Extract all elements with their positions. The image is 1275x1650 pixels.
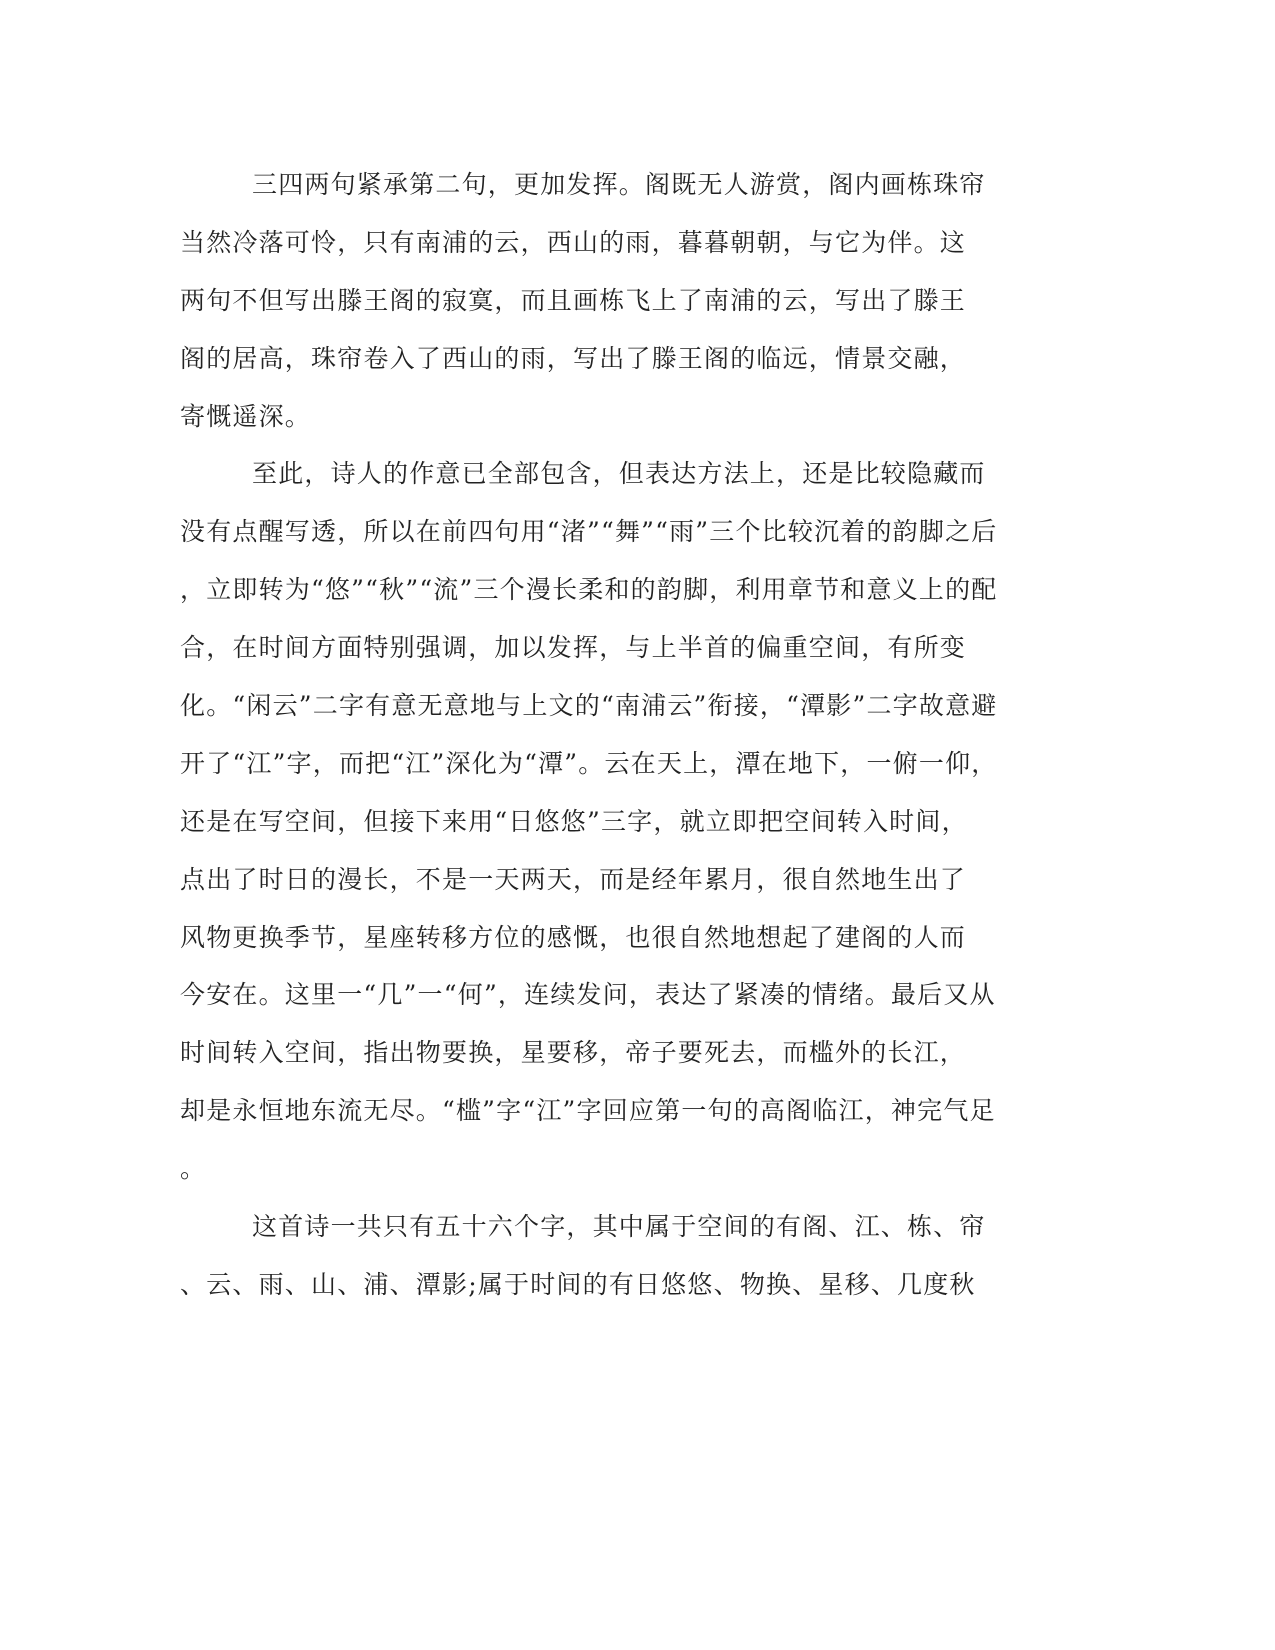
text-line: ，立即转为“悠”“秋”“流”三个漫长柔和的韵脚，利用章节和意义上的配 — [180, 575, 998, 605]
text-line: 、云、雨、山、浦、潭影;属于时间的有日悠悠、物换、星移、几度秋 — [180, 1269, 976, 1299]
text-line: 当然冷落可怜，只有南浦的云，西山的雨，暮暮朝朝，与它为伴。这 — [180, 227, 967, 257]
text-line: 点出了时日的漫长，不是一天两天，而是经年累月，很自然地生出了 — [180, 864, 967, 894]
text-line: 至此，诗人的作意已全部包含，但表达方法上，还是比较隐藏而 — [252, 459, 986, 489]
text-line: 没有点醒写透，所以在前四句用“渚”“舞”“雨”三个比较沉着的韵脚之后 — [180, 517, 998, 547]
text-line: 两句不但写出滕王阁的寂寞，而且画栋飞上了南浦的云，写出了滕王 — [180, 285, 967, 315]
text-line: 时间转入空间，指出物要换，星要移，帝子要死去，而槛外的长江， — [180, 1038, 967, 1068]
text-line: 三四两句紧承第二句，更加发挥。阁既无人游赏，阁内画栋珠帘 — [252, 170, 986, 199]
text-line: 寄慨遥深。 — [180, 401, 312, 431]
text-line: 风物更换季节，星座转移方位的感慨，也很自然地想起了建阁的人而 — [180, 922, 967, 952]
text-line: 化。“闲云”二字有意无意地与上文的“南浦云”衔接，“潭影”二字故意避 — [180, 691, 998, 721]
paragraph-1 — [180, 156, 1050, 445]
text-line: 合，在时间方面特别强调，加以发挥，与上半首的偏重空间，有所变 — [180, 633, 967, 663]
text-line: 。 — [180, 1154, 207, 1184]
text-line: 这首诗一共只有五十六个字，其中属于空间的有阁、江、栋、帘 — [252, 1212, 986, 1242]
paragraph-3 — [180, 1198, 1050, 1314]
text-line: 阁的居高，珠帘卷入了西山的雨，写出了滕王阁的临远，情景交融， — [180, 343, 967, 373]
document-body — [180, 156, 1050, 1314]
text-line: 今安在。这里一“几”一“何”，连续发问，表达了紧凑的情绪。最后又从 — [180, 980, 996, 1010]
paragraph-2 — [180, 445, 1050, 1198]
text-line: 还是在写空间，但接下来用“日悠悠”三字，就立即把空间转入时间， — [180, 806, 968, 836]
text-line: 却是永恒地东流无尽。“槛”字“江”字回应第一句的高阁临江，神完气足 — [180, 1096, 996, 1126]
text-line: 开了“江”字，而把“江”深化为“潭”。云在天上，潭在地下，一俯一仰， — [180, 748, 998, 778]
